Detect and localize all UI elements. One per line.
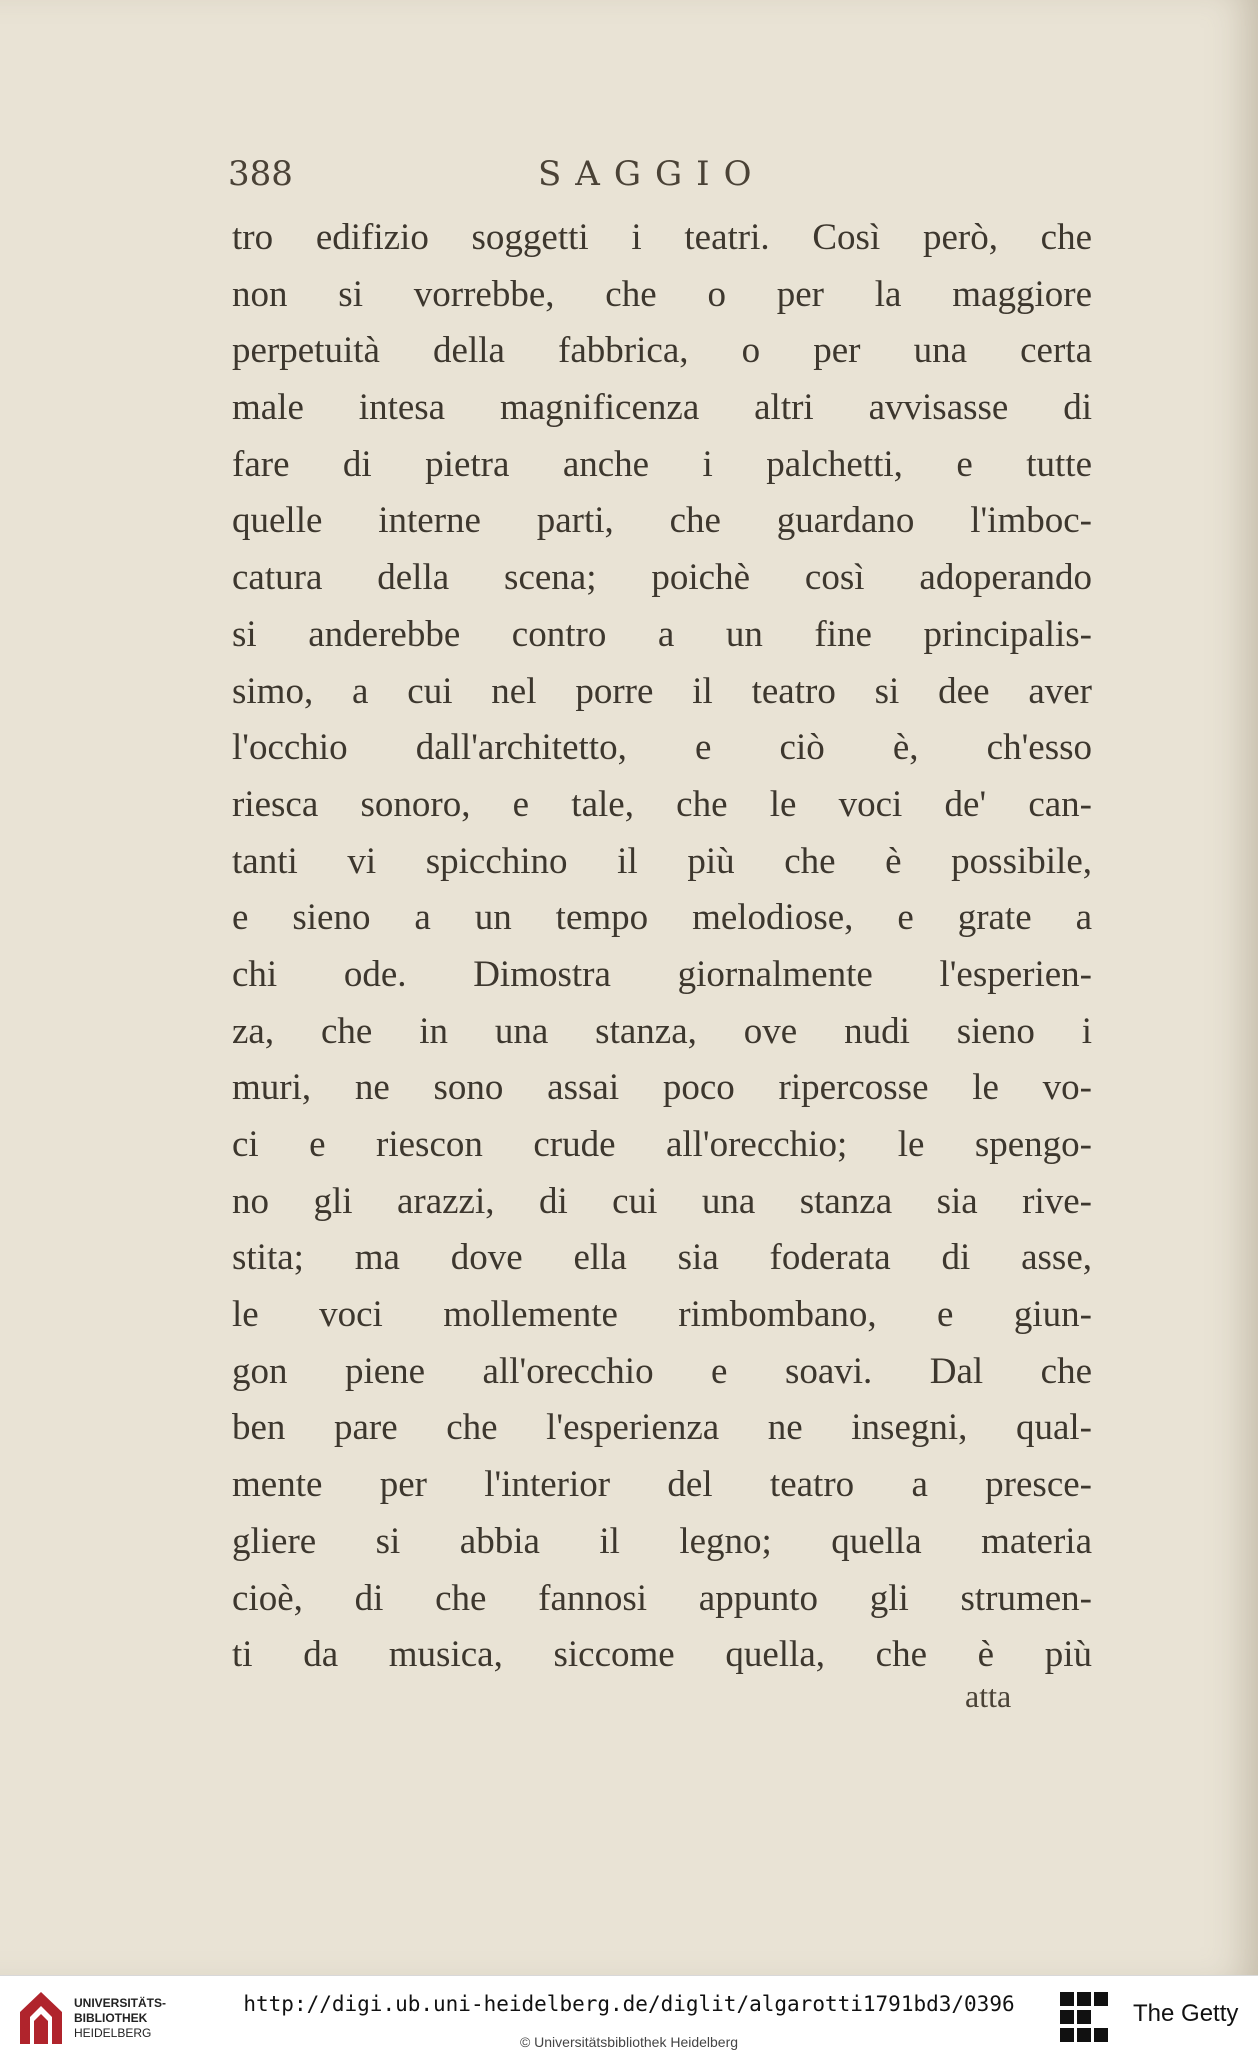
library-city: HEIDELBERG xyxy=(74,2026,152,2040)
text-line: perpetuità della fabbrica, o per una certa xyxy=(232,330,1092,372)
text-line: muri, ne sono assai poco ripercosse le vo- xyxy=(232,1067,1092,1109)
text-line: cioè, di che fannosi appunto gli strumen- xyxy=(232,1577,1092,1619)
viewer-footer xyxy=(0,1975,1258,2065)
text-line: non si vorrebbe, che o per la maggiore xyxy=(232,273,1092,315)
text-line: gon piene all'orecchio e soavi. Dal che xyxy=(232,1350,1092,1392)
text-line: fare di pietra anche i palchetti, e tutte xyxy=(232,443,1092,485)
page-header xyxy=(228,150,1088,200)
text-line: tro edifizio soggetti i teatri. Così però, che xyxy=(232,217,1092,258)
text-line: chi ode. Dimostra giornalmente l'esperien- xyxy=(232,953,1092,995)
text-line: e sieno a un tempo melodiose, e grate a xyxy=(232,897,1092,939)
text-line: gliere si abbia il legno; quella materia xyxy=(232,1520,1092,1562)
body-text xyxy=(232,210,1092,1684)
text-line: tanti vi spicchino il più che è possibile, xyxy=(232,840,1092,882)
text-line: le voci mollemente rimbombano, e giun- xyxy=(232,1294,1092,1336)
text-line: si anderebbe contro a un fine principalis- xyxy=(232,613,1092,655)
text-line: mente per l'interior del teatro a presce- xyxy=(232,1464,1092,1506)
text-line: stita; ma dove ella sia foderata di asse, xyxy=(232,1237,1092,1279)
text-line: za, che in una stanza, ove nudi sieno i xyxy=(232,1010,1092,1052)
text-line: no gli arazzi, di cui una stanza sia rive- xyxy=(232,1180,1092,1222)
copyright-notice: © Universitätsbibliothek Heidelberg xyxy=(519,2034,739,2050)
getty-logo-icon xyxy=(1058,1990,1110,2046)
page-number: 388 xyxy=(228,154,293,194)
library-name-line1: UNIVERSITÄTS- xyxy=(74,1996,167,2010)
text-line: simo, a cui nel porre il teatro si dee aver xyxy=(232,670,1092,712)
running-head: SAGGIO xyxy=(538,154,766,194)
text-line: riesca sonoro, e tale, che le voci de' can- xyxy=(232,783,1092,825)
text-line: catura della scena; poichè così adoperando xyxy=(232,557,1092,599)
text-line: ci e riescon crude all'orecchio; le spengo- xyxy=(232,1124,1092,1165)
library-name-line2: BIBLIOTHEK xyxy=(74,2011,148,2025)
text-line: ti da musica, siccome quella, che è più xyxy=(232,1634,1092,1676)
text-line: l'occhio dall'architetto, e ciò è, ch'esso xyxy=(232,727,1092,769)
text-line: male intesa magnificenza altri avvisasse di xyxy=(232,387,1092,429)
text-line: ben pare che l'esperienza ne insegni, qual- xyxy=(232,1407,1092,1449)
partner-name: The Getty xyxy=(1133,2000,1239,2027)
catchword: atta xyxy=(965,1678,1012,1714)
permalink-url[interactable]: http://digi.ub.uni-heidelberg.de/diglit/algarotti1791bd3/0396 xyxy=(243,1992,1015,2016)
text-line: quelle interne parti, che guardano l'imboc- xyxy=(232,500,1092,542)
